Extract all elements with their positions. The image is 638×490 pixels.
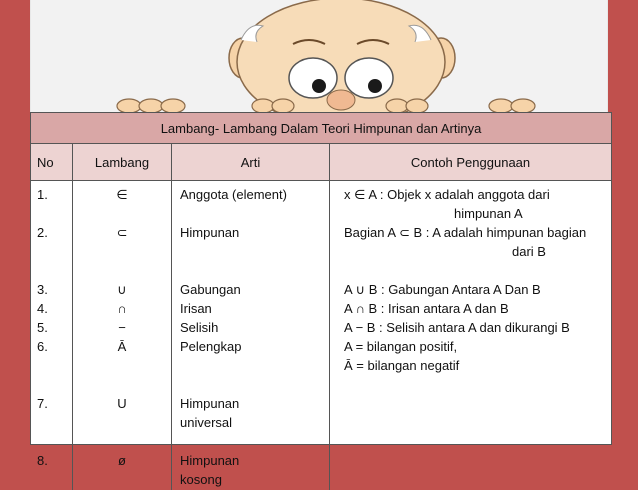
column-contoh — [330, 181, 612, 490]
row-number: 3. — [37, 280, 71, 299]
header-contoh: Contoh Penggunaan — [330, 144, 612, 181]
header-no: No — [31, 144, 73, 181]
header-lambang: Lambang — [73, 144, 172, 181]
header-arti: Arti — [172, 144, 330, 181]
row-meaning: universal — [180, 413, 328, 432]
row-meaning: Himpunan — [180, 451, 328, 470]
row-meaning: Irisan — [180, 299, 328, 318]
row-example: dari B — [344, 242, 610, 261]
row-example: A − B : Selisih antara A dan dikurangi B — [344, 318, 610, 337]
column-lambang — [73, 181, 172, 490]
row-number: 8. — [37, 451, 71, 470]
row-example: Bagian A ⊂ B : A adalah himpunan bagian — [344, 223, 610, 242]
row-meaning: Gabungan — [180, 280, 328, 299]
row-example: himpunan A — [344, 204, 610, 223]
table-title: Lambang- Lambang Dalam Teori Himpunan dan Artinya — [31, 113, 611, 144]
row-number: 1. — [37, 185, 71, 204]
row-example: A = bilangan positif, — [344, 337, 610, 356]
bald-cartoon-man-illustration — [31, 0, 607, 112]
column-arti — [172, 181, 330, 490]
row-meaning: kosong — [180, 470, 328, 489]
row-symbol: ∩ — [74, 299, 170, 318]
row-symbol: ⊂ — [74, 223, 170, 242]
row-meaning: Selisih — [180, 318, 328, 337]
row-symbol: Ā — [74, 337, 170, 356]
row-number: 6. — [37, 337, 71, 356]
column-no — [31, 181, 73, 490]
row-example: x ∈ A : Objek x adalah anggota dari — [344, 185, 610, 204]
row-meaning: Anggota (element) — [180, 185, 328, 204]
row-example: A ∪ B : Gabungan Antara A Dan B — [344, 280, 610, 299]
row-number: 7. — [37, 394, 71, 413]
row-symbol: ∪ — [74, 280, 170, 299]
row-meaning: Pelengkap — [180, 337, 328, 356]
row-symbol: ø — [74, 451, 170, 470]
row-example: A ∩ B : Irisan antara A dan B — [344, 299, 610, 318]
row-meaning: Himpunan — [180, 223, 328, 242]
row-symbol: − — [74, 318, 170, 337]
row-number: 4. — [37, 299, 71, 318]
row-number: 5. — [37, 318, 71, 337]
row-number: 2. — [37, 223, 71, 242]
row-example: Ā = bilangan negatif — [344, 356, 610, 375]
set-symbols-table — [30, 112, 612, 445]
row-symbol: U — [74, 394, 170, 413]
row-meaning: Himpunan — [180, 394, 328, 413]
header-illustration-panel — [30, 0, 608, 112]
row-symbol: ∈ — [74, 185, 170, 204]
